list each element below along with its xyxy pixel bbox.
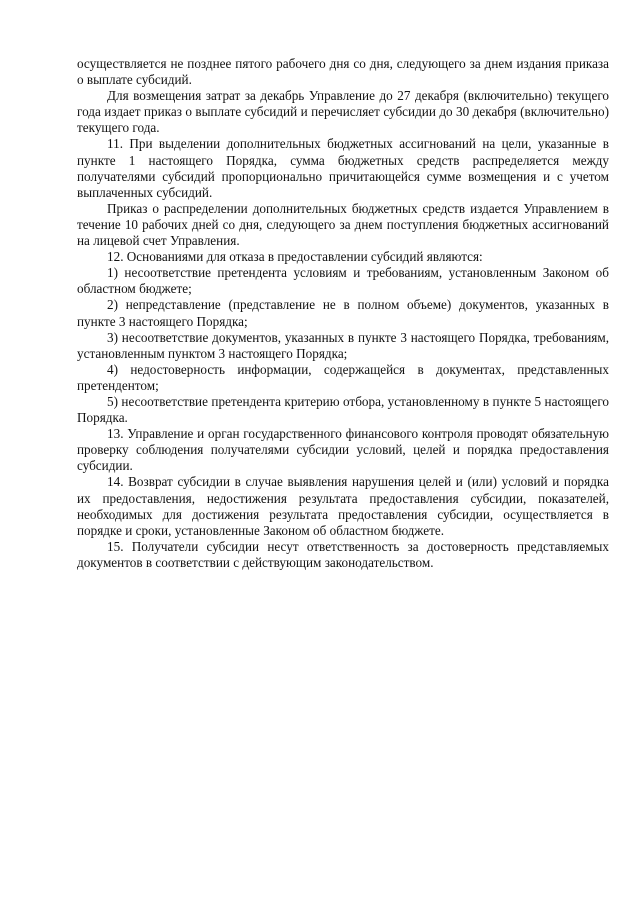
paragraph-15: 15. Получатели субсидии несут ответственность за достоверность представляемых документов в соответствии с действующим законодательством. [77, 538, 609, 570]
list-item-1: 1) несоответствие претендента условиям и требованиям, установленным Законом об областном бюджете; [77, 265, 609, 297]
document-body [77, 56, 609, 571]
paragraph-distribution-order: Приказ о распределении дополнительных бюджетных средств издается Управлением в течение 10 рабочих дней со дня, следующего за днем поступления бюджетных ассигнований на лицевой счет Управления. [77, 200, 609, 249]
list-item-4: 4) недостоверность информации, содержащейся в документах, представленных претендентом; [77, 361, 609, 393]
list-item-2: 2) непредставление (представление не в полном объеме) документов, указанных в пункте 3 настоящего Порядка; [77, 297, 609, 329]
paragraph-continuation: осуществляется не позднее пятого рабочего дня со дня, следующего за днем издания приказа о выплате субсидий. [77, 56, 609, 88]
paragraph-13: 13. Управление и орган государственного финансового контроля проводят обязательную проверку соблюдения получателями субсидии условий, целей и порядка предоставления субсидии. [77, 426, 609, 474]
paragraph-11: 11. При выделении дополнительных бюджетных ассигнований на цели, указанные в пункте 1 настоящего Порядка, сумма бюджетных средств распределяется между получателями субсидий пропорционально причитающейся сумме возмещения и с учетом выплаченных субсидий. [77, 136, 609, 200]
paragraph-12: 12. Основаниями для отказа в предоставлении субсидий являются: [107, 249, 483, 265]
list-item-3: 3) несоответствие документов, указанных в пункте 3 настоящего Порядка, требованиям, установленным пунктом 3 настоящего Порядка; [77, 329, 609, 361]
list-item-5: 5) несоответствие претендента критерию отбора, установленному в пункте 5 настоящего Порядка. [77, 393, 609, 426]
paragraph-14: 14. Возврат субсидии в случае выявления нарушения целей и (или) условий и порядка их предоставления, недостижения результата предоставления субсидии, показателей, необходимых для достижения результата предоставления субсидии, осуществляется в порядке и сроки, установленные Законом об областном бюджете. [77, 474, 609, 538]
paragraph-december-payment: Для возмещения затрат за декабрь Управление до 27 декабря (включительно) текущего года издает приказ о выплате субсидий и перечисляет субсидии до 30 декабря (включительно) текущего года. [77, 88, 609, 136]
